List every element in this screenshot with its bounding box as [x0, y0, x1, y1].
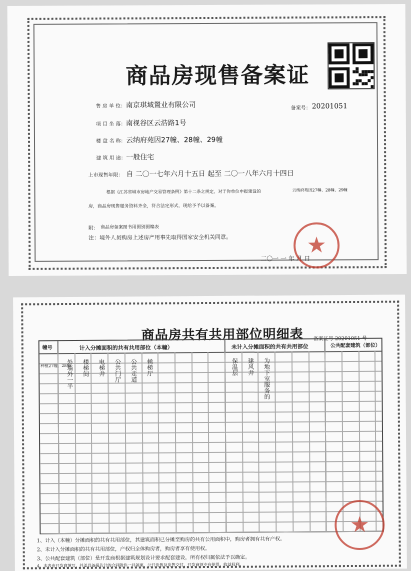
head-shared-parts: 计入分摊面积的共有共用部位（本幢） [79, 345, 173, 352]
detail-note-3: 3、公共配套建筑（部位）是开发商根据建筑规划设计要求配套建设，所有权归属依法予以确定。 [36, 554, 251, 563]
para1-fill: 云纳府苑因27幢、28幢、29幢 [292, 187, 348, 193]
qr-module [335, 49, 344, 58]
detail-title: 商品房共有共用部位明细表 [141, 327, 304, 344]
detail-sheet [13, 295, 407, 571]
qr-module [371, 70, 374, 73]
detail-note-1: 1、计入（本幢）分摊面积的共有共用部位，其建筑面积已分摊至购房的共有公用面积中，购房者拥有共有产权。 [36, 536, 285, 545]
item-elevator-hall: 候梯厅 [145, 358, 153, 377]
field-label-location: 项 目 坐 落： [95, 121, 126, 128]
note-1: 商品房备案图书用图别图编表 [100, 225, 159, 231]
qr-module [371, 76, 374, 79]
field-value-location: 南视谷区云浩路1号 [125, 119, 187, 128]
field-value-building: 云纳府苑因27幢、28幢、29幢 [125, 135, 223, 145]
field-value-usage: 一般住宅 [126, 153, 155, 162]
qr-code [327, 42, 374, 89]
qr-module [365, 82, 368, 85]
item-insulation: 保温层 [230, 357, 238, 376]
item-stairwell: 楼梯间 [81, 358, 89, 377]
certificate-sheet [7, 4, 406, 276]
head-public-facilities: 公共配套建筑（部位） [330, 342, 381, 350]
item-corridor: 公共走道 [129, 358, 137, 383]
field-label-seller: 售 房 单 位： [95, 103, 126, 110]
detail-record-no: 备案证号 20201051 号 [313, 335, 368, 343]
official-seal-icon: ★ [293, 222, 339, 268]
official-seal-icon: ★ [334, 500, 384, 550]
item-air-shaft: 建风井 [246, 357, 254, 376]
row-building-label: 种植27幢、28幢 [40, 362, 71, 369]
head-building-no: 幢号 [42, 345, 53, 352]
item-lobby: 公共门厅 [113, 358, 121, 383]
qr-module [365, 73, 368, 76]
field-label-usage: 建 筑 用 途： [96, 155, 126, 162]
detail-note-4: 4、本表由开发商填写，并盖具备报告计的合同附件一并备案，公开发售及发售交付，开发商须专有使用、收益权利。 [36, 561, 244, 569]
field-value-seller: 南京琪域置业有限公司 [125, 101, 196, 110]
qr-module [368, 79, 371, 82]
head-not-shared: 未计入分摊面积的共有共用部位 [231, 344, 309, 351]
item-outer-wall: 外墙外一半 [65, 358, 73, 390]
item-basement-service: 为地下室服务的 [262, 357, 270, 400]
field-value-period: 自 二〇一七年六月十五日 起至 二〇一八年六月十四日 [126, 169, 294, 179]
qr-module [371, 85, 374, 88]
para2: 房，商品房现售服务资料齐全，符合法定形式，现给予予以备案。 [88, 203, 219, 210]
qr-module [335, 73, 344, 82]
field-label-building: 楼 盘 名 称： [95, 138, 126, 145]
table-grid [39, 339, 381, 341]
notes-head: 附： [88, 225, 99, 232]
issue-date: 二〇一 一 年 月 日 [260, 255, 311, 263]
note-2: 注：境外人员购房上述房产用事先取得国家安全机关同意。 [88, 234, 232, 242]
record-no-label: 备案号： [290, 105, 311, 112]
field-label-period: 上市现售年限： [88, 172, 124, 179]
para1: 根据《江苏省城市房地产交易管理条例》第十二条之规定，对于你单位申报建设的 [106, 189, 261, 196]
qr-module [359, 49, 368, 58]
certificate-title: 商品房现售备案证 [125, 63, 310, 90]
item-elevator-shaft: 电梯井 [97, 358, 105, 377]
detail-note-2: 2、未计入分摊面积的共有共用部位，产权归全体购房者，购房者享有使用权。 [36, 546, 211, 554]
detail-table [38, 338, 383, 534]
qr-module [356, 82, 359, 85]
record-no-value: 20201051 [311, 102, 348, 111]
